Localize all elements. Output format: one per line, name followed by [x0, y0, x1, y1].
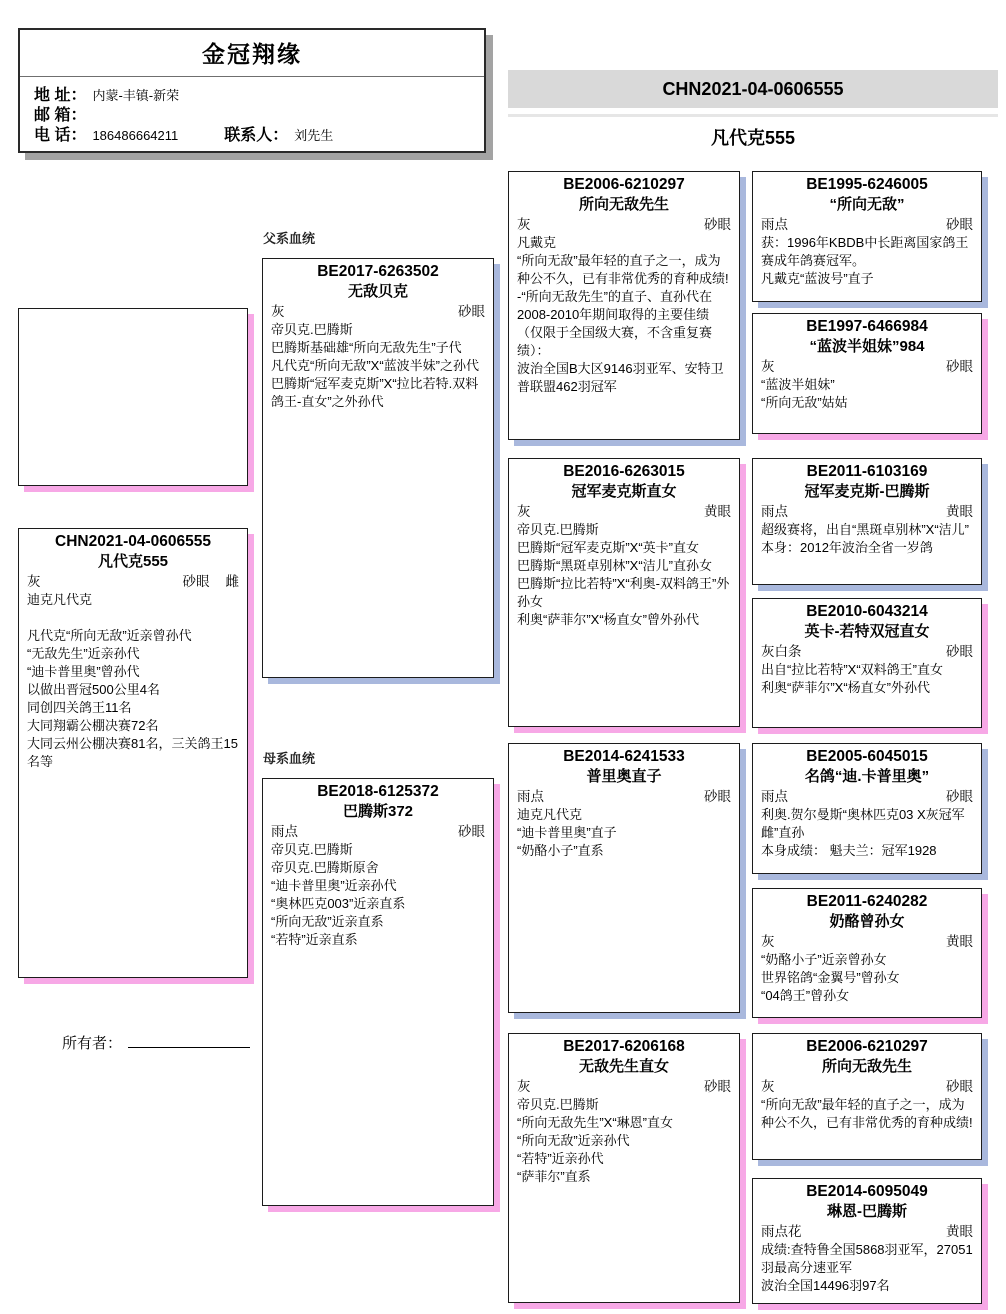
description-lines — [517, 234, 731, 396]
description-line: 帝贝克.巴腾斯原舍 — [271, 860, 379, 875]
description-lines — [761, 806, 973, 860]
feather-color: 灰 — [271, 304, 285, 319]
eye-color: 砂眼 — [704, 1079, 731, 1094]
description-line: 大同翔霸公棚决赛72名 — [27, 718, 159, 733]
traits-row — [761, 787, 973, 806]
address-value: 内蒙-丰镇-新荣 — [92, 88, 180, 103]
address-label: 地 址： — [34, 87, 87, 104]
feather-color: 灰 — [517, 217, 531, 232]
description-line: 凡戴克“蓝波号”直子 — [761, 271, 874, 286]
phone-label: 电 话： — [34, 127, 87, 144]
description-line: 帝贝克.巴腾斯 — [271, 322, 353, 337]
ring-number: BE1997-6466984 — [806, 318, 928, 335]
ring-number: BE2011-6240282 — [806, 893, 928, 910]
ring-number: BE2017-6263502 — [317, 263, 439, 280]
ring-number: BE1995-6246005 — [806, 176, 928, 193]
pedigree-box-gen3-1 — [508, 171, 740, 440]
eye-color: 砂眼 — [704, 789, 731, 804]
pedigree-box-gen3-3 — [508, 743, 740, 1013]
owner-label: 所有者： — [62, 1035, 123, 1052]
traits-row — [761, 932, 973, 951]
description-lines — [761, 1096, 973, 1132]
feather-color: 灰 — [761, 1079, 775, 1094]
description-line: “所向无敌”姑姑 — [761, 395, 848, 410]
ring-number: BE2016-6263015 — [563, 463, 685, 480]
description-line: “所向无敌”最年轻的直子之一，成为种公不久，已有非常优秀的育种成绩! — [761, 1097, 973, 1130]
description-line: “萨菲尔”直系 — [517, 1169, 591, 1184]
phone-row — [34, 122, 470, 142]
feather-color: 灰 — [517, 504, 531, 519]
bird-name: 巴腾斯372 — [342, 803, 414, 820]
ring-id-bar: CHN2021-04-0606555 — [508, 70, 998, 108]
description-line: “所向无敌”近亲直系 — [271, 914, 384, 929]
trait-right — [183, 572, 240, 591]
description-line: “奥林匹克003”近亲直系 — [271, 896, 406, 911]
feather-color: 雨点 — [517, 789, 544, 804]
description-line: “所向无敌先生”X“琳恩”直女 — [517, 1115, 673, 1130]
traits-row — [761, 215, 973, 234]
description-line: 超级赛将，出自“黑斑卓别林”X“洁儿” — [761, 522, 969, 537]
feather-color: 灰 — [761, 934, 775, 949]
loft-contact-rows — [20, 82, 484, 142]
description-line: 巴腾斯“拉比若特”X“利奥-双料鸽王”外孙女 — [517, 576, 730, 609]
description-lines — [761, 1241, 973, 1295]
bird-name: 奶酪曾孙女 — [829, 913, 905, 930]
eye-color: 黄眼 — [946, 1224, 973, 1239]
photo-placeholder-box — [18, 308, 248, 486]
description-line: “若特”近亲直系 — [271, 932, 358, 947]
description-line: “奶酪小子”近亲曾孙女 — [761, 952, 887, 967]
feather-color: 雨点 — [271, 824, 298, 839]
sex-label: 雌 — [225, 574, 239, 589]
eye-color: 砂眼 — [946, 1079, 973, 1094]
bird-name: 所向无敌先生 — [821, 1058, 912, 1075]
pedigree-box-gen4-2 — [752, 313, 982, 434]
ring-number: CHN2021-04-0606555 — [55, 533, 211, 550]
description-line: “迪卡普里奥”曾孙代 — [27, 664, 140, 679]
eye-color: 黄眼 — [946, 934, 973, 949]
ring-number: BE2017-6206168 — [563, 1038, 685, 1055]
feather-color: 雨点 — [761, 504, 788, 519]
description-line — [27, 609, 239, 627]
description-line: 帝贝克.巴腾斯 — [271, 842, 353, 857]
traits-row — [761, 502, 973, 521]
description-line: “奶酪小子”直系 — [517, 843, 604, 858]
pedigree-box-father — [262, 258, 494, 678]
description-line: “无敌先生”近亲孙代 — [27, 646, 140, 661]
description-line: 利奥.贺尔曼斯“奥林匹克03 X灰冠军雌”直孙 — [761, 807, 965, 840]
description-line: 凡代克“所向无敌”近亲曾孙代 — [27, 628, 192, 643]
traits-row — [517, 215, 731, 234]
description-line: 迪克凡代克 — [27, 592, 93, 607]
description-lines — [517, 806, 731, 860]
description-lines — [761, 234, 973, 288]
eye-color: 砂眼 — [458, 824, 485, 839]
eye-color: 砂眼 — [946, 789, 973, 804]
ring-number: BE2014-6095049 — [806, 1183, 928, 1200]
description-line: 巴腾斯“冠军麦克斯”X“英卡”直女 — [517, 540, 699, 555]
description-line: “迪卡普里奥”近亲孙代 — [271, 878, 397, 893]
bird-name: 名鸽“迪.卡普里奥” — [804, 768, 930, 785]
description-line: 利奥“萨菲尔”X“杨直女”外孙代 — [761, 680, 930, 695]
description-line: 迪克凡代克 — [517, 807, 583, 822]
description-line: 利奥“萨菲尔”X“杨直女”曾外孙代 — [517, 612, 699, 627]
ring-number: BE2005-6045015 — [806, 748, 928, 765]
pedigree-box-gen4-4 — [752, 598, 982, 728]
pedigree-box-gen4-3 — [752, 458, 982, 585]
description-line: “迪卡普里奥”直子 — [517, 825, 617, 840]
traits-row — [761, 1077, 973, 1096]
contact-pair — [224, 122, 333, 145]
traits-row — [761, 642, 973, 661]
ring-number: BE2006-6210297 — [563, 176, 685, 193]
pedigree-box-gen4-6 — [752, 888, 982, 1018]
bird-name: 英卡-若特双冠直女 — [804, 623, 930, 640]
description-lines — [761, 376, 973, 412]
paternal-line-label: 父系血统 — [263, 231, 316, 246]
ring-number: BE2011-6103169 — [806, 463, 928, 480]
description-line: “所向无敌”最年轻的直子之一，成为种公不久，已有非常优秀的育种成绩! — [517, 253, 729, 286]
traits-row — [761, 357, 973, 376]
bird-name: 无敌先生直女 — [578, 1058, 669, 1075]
feather-color: 灰 — [27, 574, 41, 589]
owner-blank-line — [128, 1033, 250, 1048]
bird-name: “蓝波半姐妹”984 — [809, 338, 925, 355]
pedigree-box-gen4-5 — [752, 743, 982, 874]
feather-color: 雨点 — [761, 217, 788, 232]
description-lines — [271, 321, 485, 411]
bird-name: 冠军麦克斯-巴腾斯 — [804, 483, 930, 500]
contact-label: 联系人： — [224, 127, 289, 144]
bird-name: 无敌贝克 — [347, 283, 408, 300]
description-lines — [517, 521, 731, 629]
description-lines — [761, 951, 973, 1005]
ring-number: BE2014-6241533 — [563, 748, 685, 765]
traits-row — [517, 787, 731, 806]
feather-color: 雨点 — [761, 789, 788, 804]
address-row — [34, 82, 470, 102]
description-lines — [761, 521, 973, 557]
description-line: “04鸽王”曾孙女 — [761, 988, 850, 1003]
bird-name: 所向无敌先生 — [578, 196, 669, 213]
maternal-line-label: 母系血统 — [263, 751, 316, 766]
pedigree-box-gen4-7 — [752, 1033, 982, 1160]
eye-color: 黄眼 — [704, 504, 731, 519]
description-line: “蓝波半姐妹” — [761, 377, 835, 392]
pedigree-box-gen4-1 — [752, 171, 982, 302]
eye-color: 砂眼 — [946, 644, 973, 659]
eye-color: 黄眼 — [946, 504, 973, 519]
pedigree-box-subject — [18, 528, 248, 978]
description-line: “所向无敌”近亲孙代 — [517, 1133, 630, 1148]
contact-value: 刘先生 — [294, 128, 334, 143]
eye-color: 砂眼 — [946, 217, 973, 232]
bird-name: 冠军麦克斯直女 — [571, 483, 677, 500]
traits-row — [761, 1222, 973, 1241]
description-line: -“所向无敌先生”的直子、直孙代在2008-2010年期间取得的主要佳绩（仅限于全国级大赛，不含重复赛绩）： — [517, 289, 713, 358]
feather-color: 雨点花 — [761, 1224, 802, 1239]
description-line: 凡代克“所向无敌”X“蓝波半妹”之孙代 — [271, 358, 479, 373]
pedigree-box-gen3-2 — [508, 458, 740, 727]
feather-color: 灰 — [517, 1079, 531, 1094]
feather-color: 灰 — [761, 359, 775, 374]
bird-name: 琳恩-巴腾斯 — [827, 1203, 907, 1220]
description-line: 巴腾斯“黑斑卓别林”X“洁儿”直孙女 — [517, 558, 712, 573]
pedigree-box-mother — [262, 778, 494, 1206]
ring-number: BE2006-6210297 — [806, 1038, 928, 1055]
ring-number: BE2010-6043214 — [806, 603, 928, 620]
description-line: 波治全国14496羽97名 — [761, 1278, 890, 1293]
traits-row — [27, 572, 239, 591]
description-line: 波治全国B大区9146羽亚军、安特卫普联盟462羽冠军 — [517, 361, 724, 394]
description-line: 获：1996年KBDB中长距离国家鸽王赛成年鸽赛冠军。 — [761, 235, 969, 268]
email-row — [34, 102, 470, 122]
description-line: 巴腾斯基础雄“所向无敌先生”子代 — [271, 340, 462, 355]
subject-name-heading: 凡代克555 — [710, 128, 796, 148]
description-lines — [271, 841, 485, 949]
loft-divider — [20, 76, 484, 77]
description-line: 成绩:查特鲁全国5868羽亚军，27051羽最高分速亚军 — [761, 1242, 973, 1275]
bird-name: 普里奥直子 — [586, 768, 662, 785]
description-line: 巴腾斯“冠军麦克斯”X“拉比若特.双料鸽王-直女”之外孙代 — [271, 376, 479, 409]
bird-name: 凡代克555 — [97, 553, 169, 570]
eye-color: 砂眼 — [458, 304, 485, 319]
description-line: “若特”近亲孙代 — [517, 1151, 604, 1166]
eye-color: 砂眼 — [946, 359, 973, 374]
description-line: 本身成绩： 魁夫兰：冠军1928 — [761, 843, 937, 858]
description-line: 帝贝克.巴腾斯 — [517, 522, 599, 537]
description-line: 出自“拉比若特”X“双料鸽王”直女 — [761, 662, 943, 677]
feather-color: 灰白条 — [761, 644, 802, 659]
traits-row — [271, 822, 485, 841]
traits-row — [271, 302, 485, 321]
description-lines — [761, 661, 973, 697]
description-line: 凡戴克 — [517, 235, 557, 250]
traits-row — [517, 1077, 731, 1096]
pedigree-box-gen4-8 — [752, 1178, 982, 1304]
ring-number: BE2018-6125372 — [317, 783, 439, 800]
description-lines — [27, 591, 239, 771]
pedigree-box-gen3-4 — [508, 1033, 740, 1303]
loft-info-card — [18, 28, 486, 153]
description-line: 本身：2012年波治全省一岁鸽 — [761, 540, 933, 555]
loft-title: 金冠翔缘 — [202, 41, 302, 67]
eye-color: 砂眼 — [704, 217, 731, 232]
description-line: 世界铭鸽“金翼号”曾孙女 — [761, 970, 900, 985]
traits-row — [517, 502, 731, 521]
description-line: 大同云州公棚决赛81名，三关鸽王15名等 — [27, 736, 238, 769]
bird-name: “所向无敌” — [829, 196, 905, 213]
owner-row — [62, 1032, 250, 1053]
email-label: 邮 箱： — [34, 107, 87, 124]
description-line: 以做出晋冠500公里4名 — [27, 682, 160, 697]
description-lines — [517, 1096, 731, 1186]
id-bar-divider — [508, 114, 998, 117]
phone-value: 186486664211 — [92, 128, 179, 143]
eye-color: 砂眼 — [182, 574, 210, 589]
description-line: 同创四关鸽王11名 — [27, 700, 132, 715]
description-line: 帝贝克.巴腾斯 — [517, 1097, 599, 1112]
